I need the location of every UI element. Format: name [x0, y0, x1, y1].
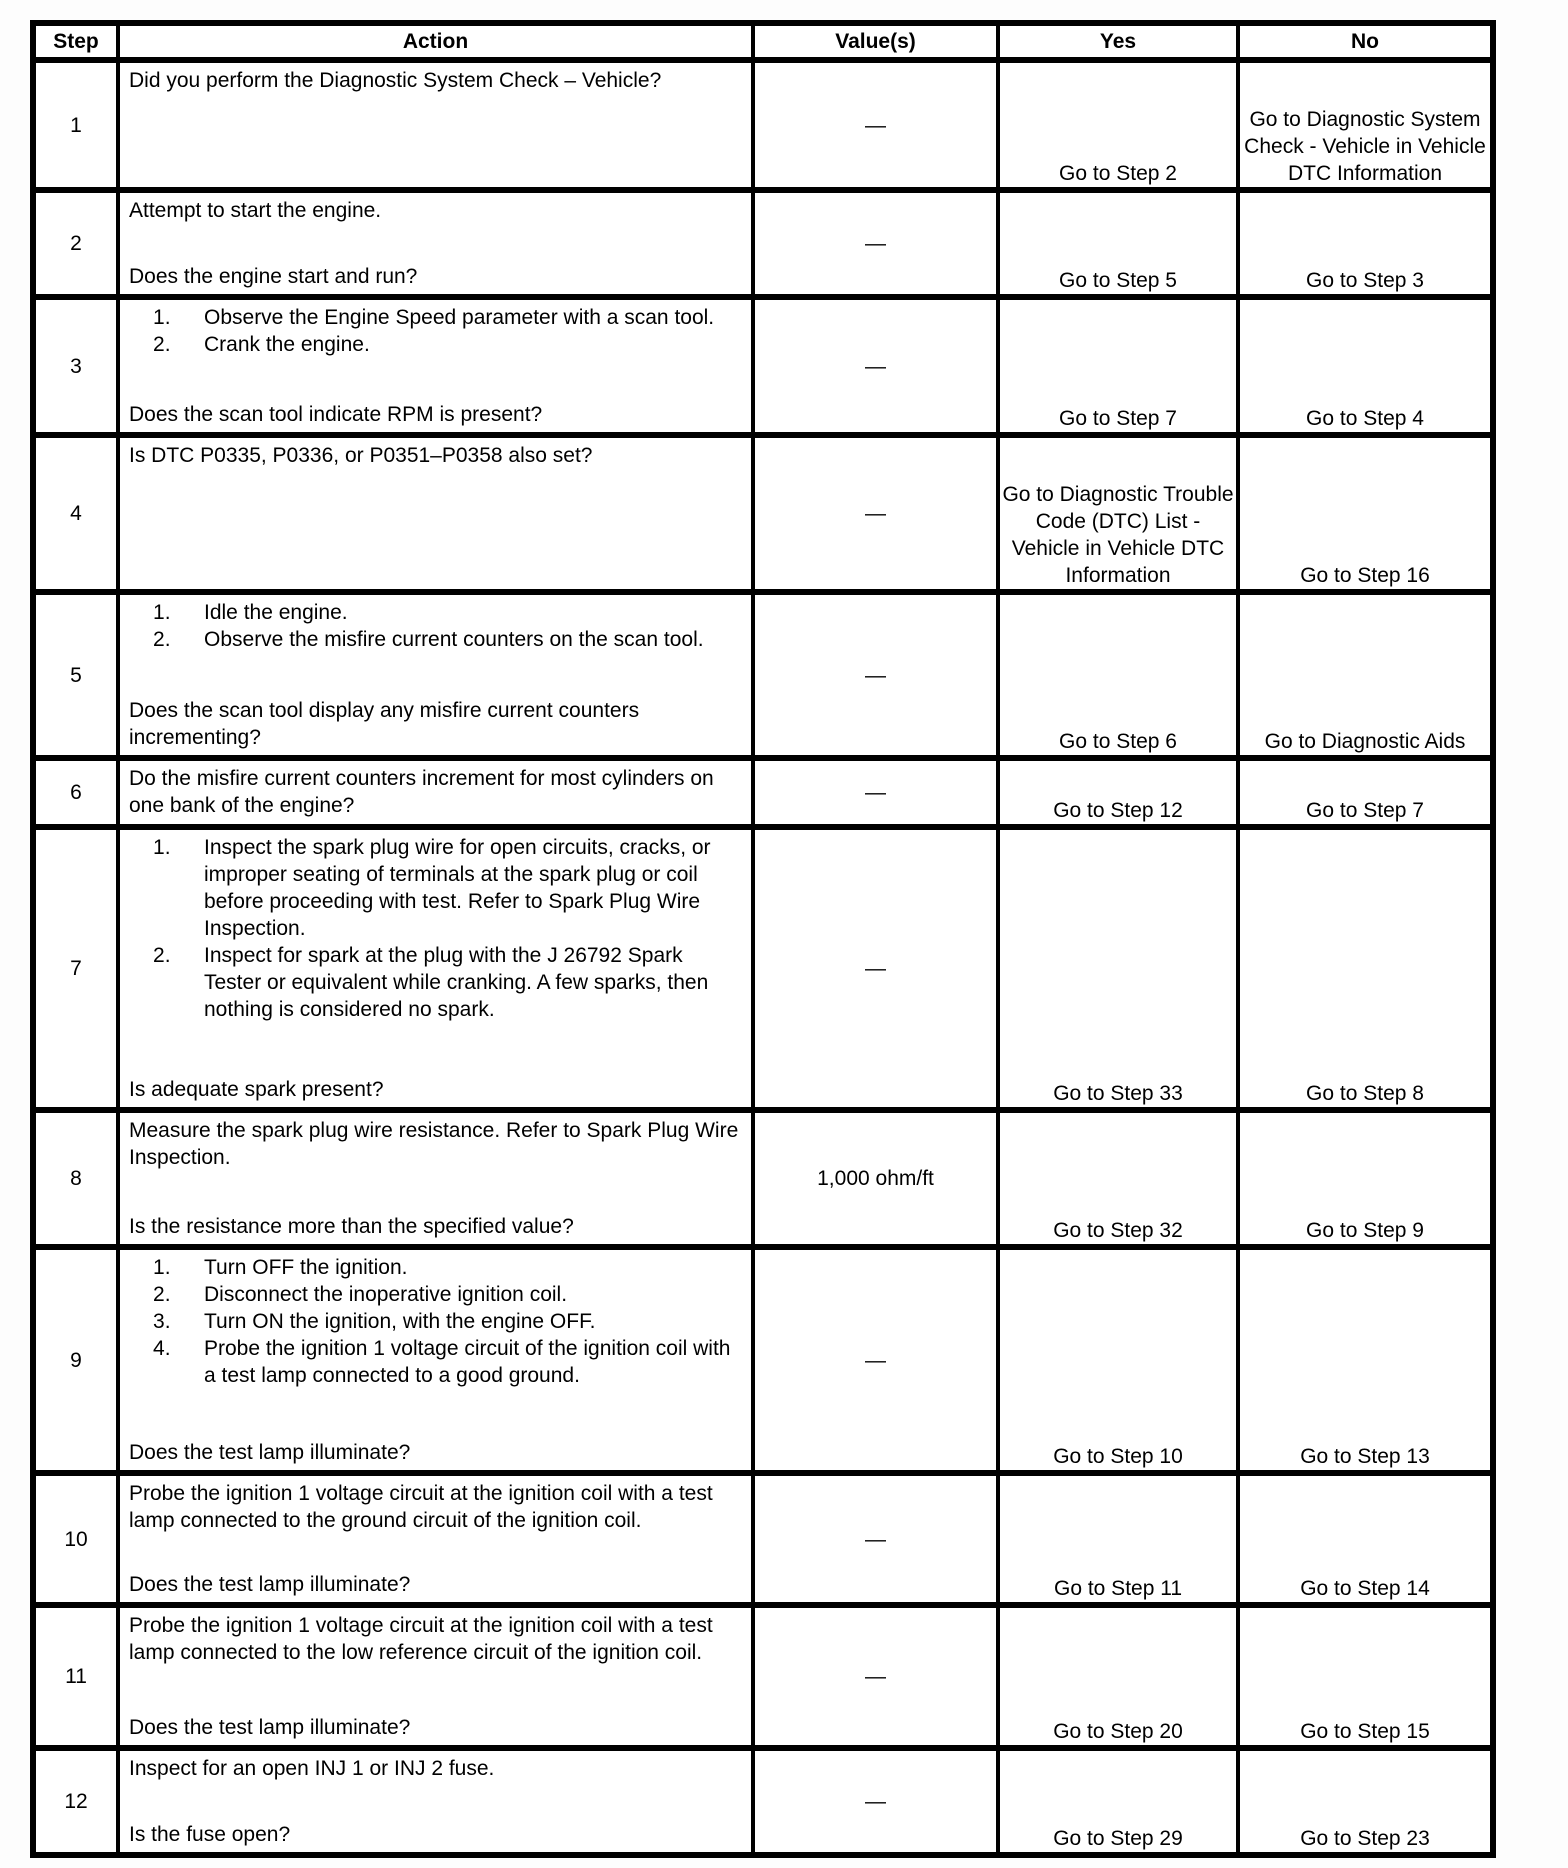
action-cell — [118, 435, 753, 592]
value-cell: — — [753, 190, 998, 297]
action-cell — [118, 592, 753, 758]
step-cell: 8 — [33, 1110, 118, 1247]
no-cell: Go to Step 3 — [1238, 190, 1493, 297]
action-list-item: Idle the engine. — [204, 601, 348, 624]
action-cell — [118, 1247, 753, 1473]
action-cell — [118, 1605, 753, 1748]
no-cell: Go to Diagnostic System Check - Vehicle in Vehicle DTC Information — [1238, 60, 1493, 190]
table-row — [33, 1110, 1493, 1247]
no-cell: Go to Step 23 — [1238, 1748, 1493, 1855]
value-cell: — — [753, 60, 998, 190]
value-cell: — — [753, 592, 998, 758]
yes-cell: Go to Step 29 — [998, 1748, 1238, 1855]
value-cell: — — [753, 1247, 998, 1473]
action-intro-text: Probe the ignition 1 voltage circuit at the ignition coil with a test lamp connected to the ground circuit of the ignition coil. — [129, 1482, 713, 1532]
action-instructions — [120, 1608, 751, 1666]
table-row — [33, 190, 1493, 297]
action-list-item: Turn OFF the ignition. — [204, 1256, 408, 1279]
step-cell: 2 — [33, 190, 118, 297]
table-row — [33, 592, 1493, 758]
action-intro-text: Measure the spark plug wire resistance. Refer to Spark Plug Wire Inspection. — [129, 1119, 739, 1169]
step-cell: 12 — [33, 1748, 118, 1855]
action-question: Is the resistance more than the specified value? — [129, 1215, 574, 1238]
column-header-yes: Yes — [998, 23, 1238, 60]
no-cell: Go to Step 14 — [1238, 1473, 1493, 1605]
action-instructions — [120, 1751, 751, 1782]
action-instructions — [120, 300, 751, 358]
yes-cell: Go to Step 11 — [998, 1473, 1238, 1605]
column-header-action: Action — [118, 23, 753, 60]
action-cell — [118, 827, 753, 1110]
step-cell: 5 — [33, 592, 118, 758]
step-cell: 1 — [33, 60, 118, 190]
action-cell — [118, 1473, 753, 1605]
action-list-item: Inspect for spark at the plug with the J 26792 Spark Tester or equivalent while cranking. A few sparks, then nothing is considered no spark. — [204, 944, 709, 1021]
table-row — [33, 1748, 1493, 1855]
yes-cell: Go to Step 7 — [998, 297, 1238, 435]
yes-cell: Go to Step 32 — [998, 1110, 1238, 1247]
table-row — [33, 297, 1493, 435]
value-cell: — — [753, 435, 998, 592]
yes-cell: Go to Step 2 — [998, 60, 1238, 190]
action-intro-text: Did you perform the Diagnostic System Check – Vehicle? — [129, 69, 662, 92]
action-cell — [118, 297, 753, 435]
no-cell: Go to Step 16 — [1238, 435, 1493, 592]
yes-cell: Go to Step 5 — [998, 190, 1238, 297]
action-list-item: Crank the engine. — [204, 333, 370, 356]
table-row — [33, 435, 1493, 592]
yes-cell: Go to Step 20 — [998, 1605, 1238, 1748]
column-header-step: Step — [33, 23, 118, 60]
yes-cell: Go to Step 12 — [998, 758, 1238, 827]
action-numbered-list — [129, 304, 741, 358]
step-cell: 11 — [33, 1605, 118, 1748]
action-list-item: Probe the ignition 1 voltage circuit of the ignition coil with a test lamp connected to a good ground. — [204, 1337, 731, 1387]
action-question: Does the test lamp illuminate? — [129, 1441, 411, 1464]
table-row — [33, 1605, 1493, 1748]
no-cell: Go to Step 4 — [1238, 297, 1493, 435]
action-instructions — [120, 63, 751, 94]
value-cell: 1,000 ohm/ft — [753, 1110, 998, 1247]
no-cell: Go to Step 7 — [1238, 758, 1493, 827]
action-cell — [118, 1110, 753, 1247]
table-row — [33, 1247, 1493, 1473]
step-cell: 3 — [33, 297, 118, 435]
value-cell: — — [753, 827, 998, 1110]
yes-cell: Go to Step 10 — [998, 1247, 1238, 1473]
step-cell: 7 — [33, 827, 118, 1110]
action-instructions — [120, 830, 751, 1023]
action-question: Does the test lamp illuminate? — [129, 1716, 411, 1739]
action-list-item: Inspect the spark plug wire for open circuits, cracks, or improper seating of terminals at the spark plug or coil before proceeding with test. Refer to Spark Plug Wire Inspection. — [204, 836, 711, 940]
action-intro-text: Is DTC P0335, P0336, or P0351–P0358 also set? — [129, 444, 593, 467]
step-cell: 9 — [33, 1247, 118, 1473]
yes-cell: Go to Step 6 — [998, 592, 1238, 758]
table-row — [33, 1473, 1493, 1605]
action-list-item: Disconnect the inoperative ignition coil. — [204, 1283, 568, 1306]
action-instructions — [120, 1476, 751, 1534]
action-cell — [118, 60, 753, 190]
no-cell: Go to Step 13 — [1238, 1247, 1493, 1473]
header-row — [33, 23, 1493, 60]
yes-cell: Go to Step 33 — [998, 827, 1238, 1110]
column-header-no: No — [1238, 23, 1493, 60]
action-instructions — [120, 595, 751, 653]
no-cell: Go to Step 15 — [1238, 1605, 1493, 1748]
column-header-value: Value(s) — [753, 23, 998, 60]
action-intro-text: Probe the ignition 1 voltage circuit at the ignition coil with a test lamp connected to the low reference circuit of the ignition coil. — [129, 1614, 713, 1664]
action-list-item: Observe the Engine Speed parameter with a scan tool. — [204, 306, 715, 329]
action-numbered-list — [129, 834, 741, 1023]
no-cell: Go to Step 8 — [1238, 827, 1493, 1110]
action-list-item: Observe the misfire current counters on the scan tool. — [204, 628, 704, 651]
table-row — [33, 60, 1493, 190]
action-instructions — [120, 1113, 751, 1171]
action-numbered-list — [129, 599, 741, 653]
value-cell: — — [753, 1605, 998, 1748]
step-cell: 6 — [33, 758, 118, 827]
diagnostic-step-table — [30, 20, 1496, 1858]
value-cell: — — [753, 1748, 998, 1855]
no-cell: Go to Diagnostic Aids — [1238, 592, 1493, 758]
action-question: Is the fuse open? — [129, 1823, 291, 1846]
action-cell — [118, 190, 753, 297]
action-intro-text: Inspect for an open INJ 1 or INJ 2 fuse. — [129, 1757, 495, 1780]
table-row — [33, 827, 1493, 1110]
action-cell — [118, 758, 753, 827]
action-question: Does the scan tool indicate RPM is present? — [129, 403, 543, 426]
action-instructions — [120, 438, 751, 469]
action-intro-text: Do the misfire current counters increment for most cylinders on one bank of the engine? — [129, 767, 714, 817]
action-question: Does the test lamp illuminate? — [129, 1573, 411, 1596]
action-intro-text: Attempt to start the engine. — [129, 199, 382, 222]
action-cell — [118, 1748, 753, 1855]
no-cell: Go to Step 9 — [1238, 1110, 1493, 1247]
action-question: Does the engine start and run? — [129, 265, 418, 288]
step-cell: 4 — [33, 435, 118, 592]
action-instructions — [120, 193, 751, 224]
action-question: Does the scan tool display any misfire current counters incrementing? — [129, 699, 640, 749]
value-cell: — — [753, 758, 998, 827]
table-row — [33, 758, 1493, 827]
action-list-item: Turn ON the ignition, with the engine OFF. — [204, 1310, 596, 1333]
value-cell: — — [753, 1473, 998, 1605]
yes-cell: Go to Diagnostic Trouble Code (DTC) List - Vehicle in Vehicle DTC Information — [998, 435, 1238, 592]
step-cell: 10 — [33, 1473, 118, 1605]
action-numbered-list — [129, 1254, 741, 1389]
action-instructions — [120, 761, 751, 819]
action-instructions — [120, 1250, 751, 1389]
action-question: Is adequate spark present? — [129, 1078, 384, 1101]
value-cell: — — [753, 297, 998, 435]
